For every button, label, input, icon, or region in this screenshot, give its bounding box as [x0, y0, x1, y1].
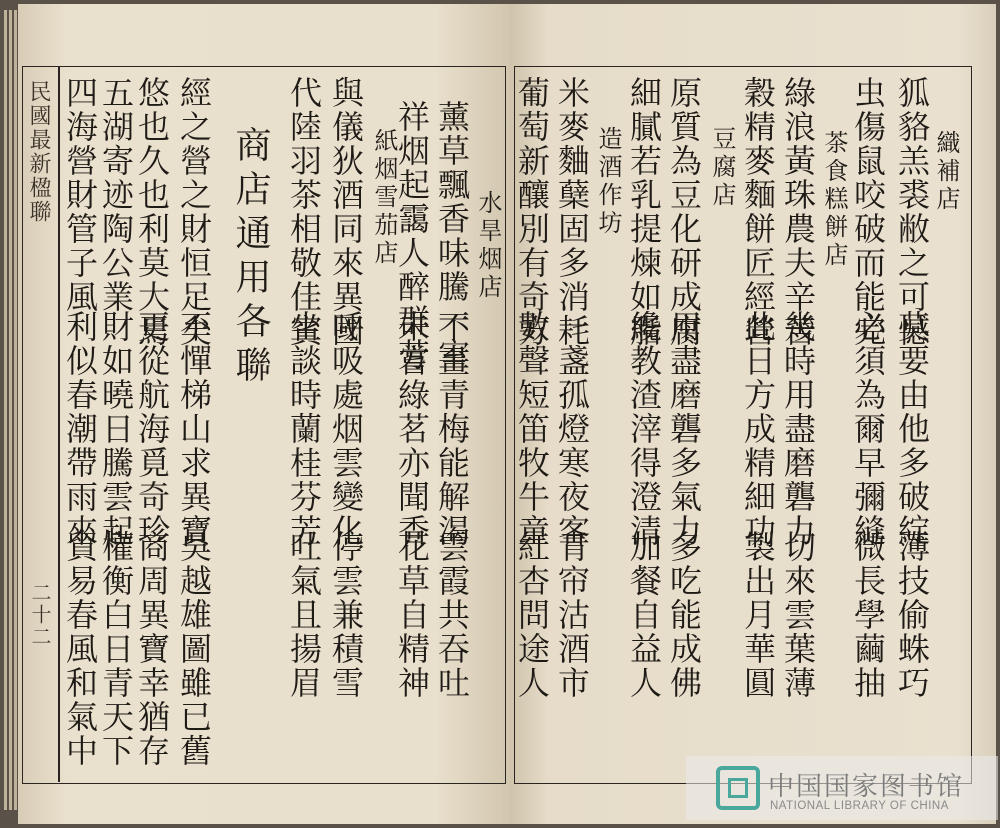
couplet-column: 薰草飄香味騰一室: [433, 100, 471, 372]
couplet-column: 青帘沽酒市: [553, 530, 591, 700]
page-edge: [14, 10, 17, 810]
couplet-column: 更從航海覓奇珍: [133, 310, 171, 548]
couplet-column: 必須為爾早彌縫: [849, 310, 887, 548]
margin-rule: [58, 66, 60, 782]
shop-heading: 紙烟雪茄店: [370, 128, 398, 268]
couplet-column: 薄技偷蛛巧: [893, 530, 931, 700]
shop-heading: 豆腐店: [708, 126, 736, 210]
couplet-column: 製出月華圓: [739, 530, 777, 700]
couplet-column: 呼吸處烟雲變化: [327, 310, 365, 548]
library-logo-icon: [716, 766, 760, 810]
couplet-column: 多吃能成佛: [665, 530, 703, 700]
couplet-column: 此日方成精細功: [739, 310, 777, 548]
watermark-name-en: NATIONAL LIBRARY OF CHINA: [770, 800, 949, 812]
couplet-column: 利似春潮帶雨來: [61, 310, 99, 548]
couplet-column: 五湖寄迹陶公業: [97, 76, 135, 314]
section-heading: 商店通用各聯: [230, 126, 271, 390]
shop-heading: 水旱烟店: [474, 190, 502, 302]
page-edge: [9, 10, 12, 810]
couplet-column: 綠浪黃珠農夫辛苦: [779, 76, 817, 348]
book-title-margin: 民國最新楹聯: [26, 80, 51, 224]
couplet-column: 穀精麥麵餅匠經營: [739, 76, 777, 348]
shop-heading: 織補店: [932, 130, 960, 214]
couplet-column: 花草自精神: [393, 530, 431, 700]
couplet-column: 坐談時蘭桂芬芳: [285, 310, 323, 548]
couplet-column: 商周異寶幸猶存: [133, 530, 171, 768]
couplet-column: 切來雲葉薄: [779, 530, 817, 700]
watermark-name-cn: 中国国家图书馆: [768, 772, 965, 802]
couplet-column: 吐氣且揚眉: [285, 530, 323, 700]
couplet-column: 貿易春風和氣中: [61, 530, 99, 768]
couplet-column: 祥烟起靄人醉群芳: [393, 100, 431, 372]
couplet-column: 幾時用盡磨礱力: [779, 310, 817, 548]
couplet-column: 悠也久也利莫大焉: [133, 76, 171, 348]
couplet-column: 細膩若乳提煉如脂: [625, 76, 663, 348]
page-number: 二十二: [28, 582, 52, 648]
couplet-column: 纔教渣滓得澄清: [625, 310, 663, 548]
couplet-column: 虫傷鼠咬破而能完: [849, 76, 887, 348]
couplet-column: 雲霞共吞吐: [433, 530, 471, 700]
couplet-column: 紅杏問途人: [513, 530, 551, 700]
couplet-column: 與儀狄酒同來異國: [327, 76, 365, 348]
couplet-column: 四海營財管子風: [61, 76, 99, 314]
couplet-column: 不憚梯山求異寶: [175, 310, 213, 548]
shop-heading: 造酒作坊: [594, 126, 622, 238]
page-edge: [4, 10, 7, 810]
couplet-column: 一盞孤燈寒夜客: [553, 310, 591, 548]
couplet-column: 未嘗綠茗亦聞香: [393, 310, 431, 548]
couplet-column: 吳越雄圖雖已舊: [175, 530, 213, 768]
couplet-column: 權衡白日青天下: [97, 530, 135, 768]
couplet-column: 數聲短笛牧牛童: [513, 310, 551, 548]
couplet-column: 葡萄新釀別有奇方: [513, 76, 551, 348]
couplet-column: 原質為豆化研成腐: [665, 76, 703, 348]
couplet-column: 不畫青梅能解渴: [433, 310, 471, 548]
couplet-column: 微長學繭抽: [849, 530, 887, 700]
couplet-column: 加餐自益人: [625, 530, 663, 700]
shop-heading: 茶食糕餅店: [820, 130, 848, 270]
couplet-column: 米麥麯蘖固多消耗: [553, 76, 591, 348]
couplet-column: 代陸羽茶相敬佳賓: [285, 76, 323, 348]
couplet-column: 財如曉日騰雲起: [97, 310, 135, 548]
couplet-column: 經之營之財恒足矣: [175, 76, 213, 348]
couplet-column: 莫要由他多破綻: [893, 310, 931, 548]
couplet-column: 停雲兼積雪: [327, 530, 365, 700]
couplet-column: 用盡磨礱多氣力: [665, 310, 703, 548]
couplet-column: 狐貉羔裘敝之可憾: [893, 76, 931, 348]
